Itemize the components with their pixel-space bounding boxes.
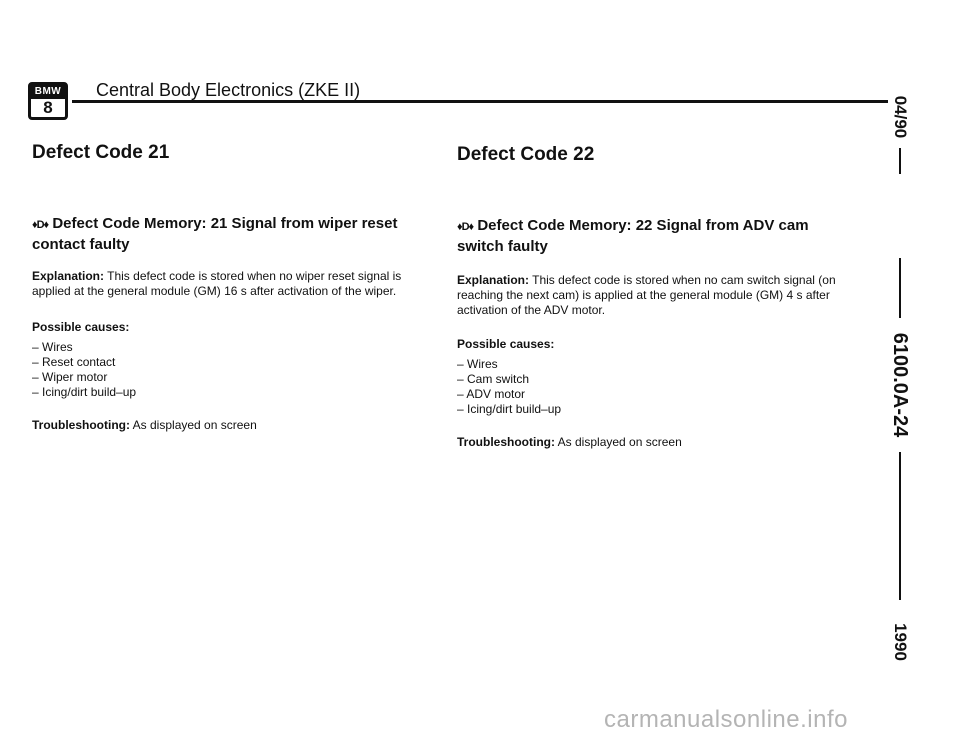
d-bullet-icon: ♦D♦ [457, 221, 474, 233]
troubleshooting-text: As displayed on screen [557, 435, 682, 449]
margin-rule [899, 148, 901, 174]
memory-title-text: Defect Code Memory: 21 Signal from wiper reset contact faulty [32, 215, 398, 253]
troubleshooting-label: Troubleshooting: [457, 435, 555, 449]
troubleshooting [32, 418, 412, 433]
troubleshooting-text: As displayed on screen [132, 418, 257, 432]
logo-series: 8 [43, 98, 53, 117]
page-header-title: Central Body Electronics (ZKE II) [96, 80, 361, 100]
margin-rule [899, 258, 901, 318]
memory-title [32, 214, 412, 254]
list-item: – Wiper motor [32, 370, 108, 384]
margin-year: 1990 [891, 623, 910, 661]
list-item: – ADV motor [457, 387, 526, 401]
list-item: – Wires [457, 357, 498, 371]
troubleshooting [457, 435, 837, 450]
list-item: – Reset contact [32, 355, 116, 369]
explanation-label: Explanation: [457, 273, 530, 287]
logo-brand: BMW [31, 85, 65, 99]
header-rule [72, 100, 888, 103]
defect-heading: Defect Code 21 [32, 142, 170, 163]
margin-date: 04/90 [891, 95, 910, 139]
explanation-label: Explanation: [32, 269, 105, 283]
causes-list [32, 340, 136, 400]
list-item: – Cam switch [457, 372, 530, 386]
explanation [32, 269, 402, 299]
defect-heading: Defect Code 22 [457, 144, 595, 165]
list-item: – Icing/dirt build–up [32, 385, 137, 399]
causes-list [457, 357, 561, 417]
bmw-logo-icon [28, 82, 68, 120]
causes-title: Possible causes: [457, 337, 555, 351]
list-item: – Icing/dirt build–up [457, 402, 562, 416]
list-item: – Wires [32, 340, 73, 354]
margin-rule [899, 452, 901, 600]
memory-title-text: Defect Code Memory: 22 Signal from ADV cam switch faulty [457, 217, 809, 255]
memory-title [457, 216, 837, 256]
explanation-text: This defect code is stored when no wiper reset signal is applied at the general module (GM) 16 s after activation of the wiper. [32, 269, 402, 298]
troubleshooting-label: Troubleshooting: [32, 418, 130, 432]
explanation-text: This defect code is stored when no cam switch signal (on reaching the next cam) is applied at the general module (GM) 4 s after activation of the ADV motor. [457, 273, 836, 317]
d-bullet-icon: ♦D♦ [32, 219, 49, 231]
margin-page-code: 6100.0A-24 [889, 332, 911, 438]
causes-title: Possible causes: [32, 320, 130, 334]
watermark: carmanualsonline.info [604, 706, 848, 733]
explanation [457, 273, 837, 318]
